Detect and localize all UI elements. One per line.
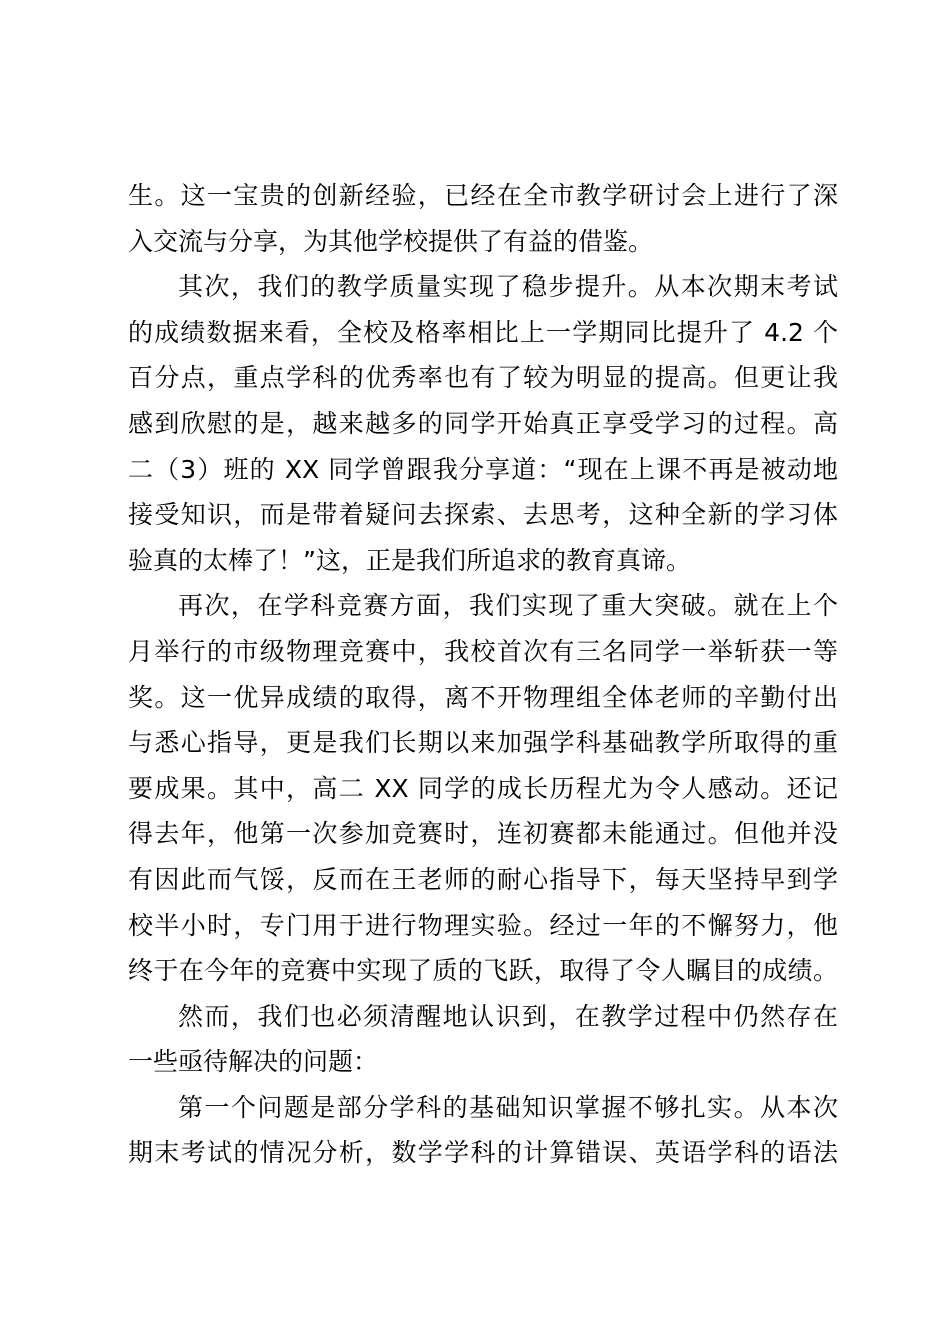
text-line: 校半小时，专门用于进行物理实验。经过一年的不懈努力，他 [128, 910, 838, 940]
document-body [128, 173, 838, 1176]
text-line: 有因此而气馁，反而在王老师的耐心指导下，每天坚持早到学 [128, 864, 838, 894]
text-line: 要成果。其中，高二 XX 同学的成长历程尤为令人感动。还记 [128, 773, 838, 803]
text-line: 的成绩数据来看，全校及格率相比上一学期同比提升了 4.2 个 [128, 317, 838, 347]
paragraph-start-line: 再次，在学科竞赛方面，我们实现了重大突破。就在上个 [178, 591, 838, 621]
text-line: 入交流与分享，为其他学校提供了有益的借鉴。 [128, 226, 654, 256]
text-line: 与悉心指导，更是我们长期以来加强学科基础教学所取得的重 [128, 728, 838, 758]
text-line: 终于在今年的竞赛中实现了质的飞跃，取得了令人瞩目的成绩。 [128, 956, 838, 986]
text-line: 百分点，重点学科的优秀率也有了较为明显的提高。但更让我 [128, 363, 838, 393]
text-line: 生。这一宝贵的创新经验，已经在全市教学研讨会上进行了深 [128, 181, 838, 210]
text-line: 奖。这一优异成绩的取得，离不开物理组全体老师的辛勤付出 [128, 682, 838, 712]
text-line: 感到欣慰的是，越来越多的同学开始真正享受学习的过程。高 [128, 408, 838, 438]
text-line: 验真的太棒了！”这，正是我们所追求的教育真谛。 [128, 545, 691, 575]
text-line: 一些亟待解决的问题： [128, 1047, 379, 1077]
text-line: 期末考试的情况分析，数学学科的计算错误、英语学科的语法 [128, 1138, 838, 1168]
paragraph-start-line: 其次，我们的教学质量实现了稳步提升。从本次期末考试 [178, 272, 838, 302]
text-line: 得去年，他第一次参加竞赛时，连初赛都未能通过。但他并没 [128, 819, 838, 849]
text-line: 月举行的市级物理竞赛中，我校首次有三名同学一举斩获一等 [128, 636, 838, 666]
paragraph-start-line: 第一个问题是部分学科的基础知识掌握不够扎实。从本次 [178, 1092, 838, 1122]
text-line: 接受知识，而是带着疑问去探索、去思考，这种全新的学习体 [128, 500, 838, 530]
paragraph-start-line: 然而，我们也必须清醒地认识到，在教学过程中仍然存在 [178, 1001, 838, 1031]
text-line: 二（3）班的 XX 同学曾跟我分享道：“现在上课不再是被动地 [128, 454, 838, 484]
